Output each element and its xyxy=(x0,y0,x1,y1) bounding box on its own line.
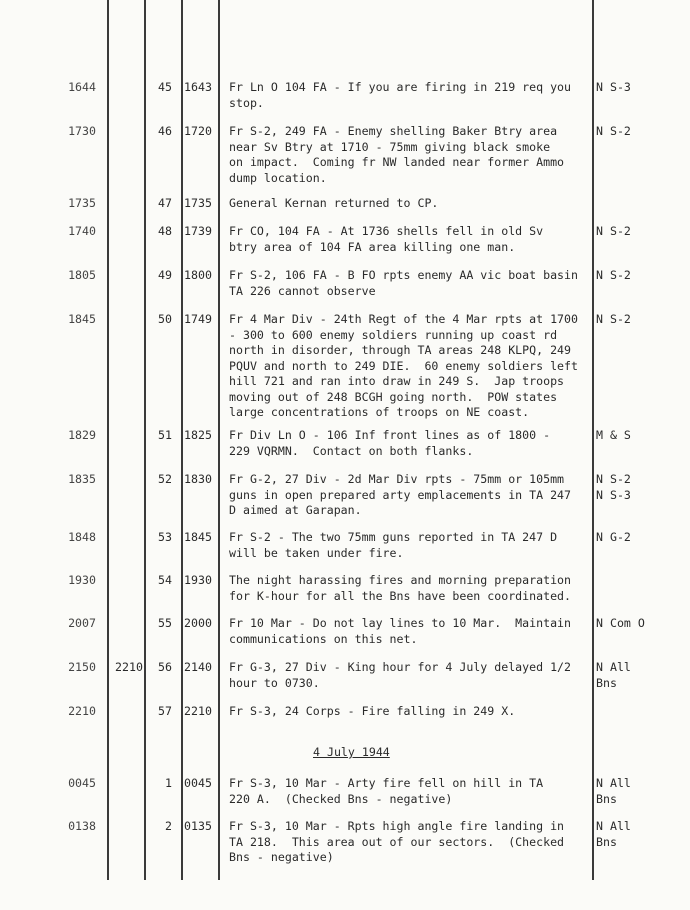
message-time: 2140 xyxy=(184,660,212,674)
entry-number: 46 xyxy=(158,124,172,138)
date-heading: 4 July 1944 xyxy=(313,745,390,759)
entry-number: 52 xyxy=(158,472,172,486)
time-in: 0138 xyxy=(68,819,96,833)
message-text: Fr 4 Mar Div - 24th Regt of the 4 Mar rpts at 1700 - 300 to 600 enemy soldiers running up coast rd north in disorder, through TA areas 248 KLPQ, 249 PQUV and north to 249 DIE. 60 enemy soldiers left hill 721 and ran into draw in 249 S. Jap troops moving out of 248 BCGH going north. POW states large concentrations of troops on NE coast. xyxy=(229,312,579,419)
time-in: 1805 xyxy=(68,268,96,282)
action-taken: N All Bns xyxy=(596,776,631,806)
action-taken: N S-2 xyxy=(596,224,631,238)
entry-number: 57 xyxy=(158,704,172,718)
entry-number: 48 xyxy=(158,224,172,238)
action-taken: N S-2 xyxy=(596,312,631,326)
column-rule-2 xyxy=(144,0,146,880)
time-in: 2150 xyxy=(68,660,96,674)
column-rule-3 xyxy=(181,0,183,880)
message-time: 1735 xyxy=(184,196,212,210)
message-time: 0045 xyxy=(184,776,212,790)
entry-number: 51 xyxy=(158,428,172,442)
time-in: 2210 xyxy=(68,704,96,718)
time-in: 2007 xyxy=(68,616,96,630)
message-text: The night harassing fires and morning preparation for K-hour for all the Bns have been coordinated. xyxy=(229,573,572,603)
time-in: 1845 xyxy=(68,312,96,326)
message-text: Fr 10 Mar - Do not lay lines to 10 Mar. Maintain communications on this net. xyxy=(229,616,572,646)
message-time: 0135 xyxy=(184,819,212,833)
time-out: 2210 xyxy=(115,660,143,674)
message-text: Fr CO, 104 FA - At 1736 shells fell in old Sv btry area of 104 FA area killing one man. xyxy=(229,224,544,254)
message-text: Fr S-2, 249 FA - Enemy shelling Baker Btry area near Sv Btry at 1710 - 75mm giving black smoke on impact. Coming fr NW landed near former Ammo dump location. xyxy=(229,124,565,185)
time-in: 0045 xyxy=(68,776,96,790)
action-taken: N S-2 xyxy=(596,268,631,282)
entry-number: 53 xyxy=(158,530,172,544)
message-text: Fr S-2, 106 FA - B FO rpts enemy AA vic boat basin TA 226 cannot observe xyxy=(229,268,579,298)
action-taken: N S-2 xyxy=(596,124,631,138)
time-in: 1829 xyxy=(68,428,96,442)
action-taken: N S-2 N S-3 xyxy=(596,472,631,502)
message-text: Fr S-3, 24 Corps - Fire falling in 249 X. xyxy=(229,704,516,718)
entry-number: 49 xyxy=(158,268,172,282)
message-time: 1830 xyxy=(184,472,212,486)
time-in: 1644 xyxy=(68,80,96,94)
time-in: 1848 xyxy=(68,530,96,544)
message-time: 1739 xyxy=(184,224,212,238)
time-in: 1930 xyxy=(68,573,96,587)
action-taken: N G-2 xyxy=(596,530,631,544)
message-time: 2210 xyxy=(184,704,212,718)
message-time: 2000 xyxy=(184,616,212,630)
message-text: General Kernan returned to CP. xyxy=(229,196,439,210)
message-time: 1800 xyxy=(184,268,212,282)
entry-number: 56 xyxy=(158,660,172,674)
column-rule-5 xyxy=(592,0,594,880)
entry-number: 54 xyxy=(158,573,172,587)
message-time: 1825 xyxy=(184,428,212,442)
message-time: 1930 xyxy=(184,573,212,587)
action-taken: N All Bns xyxy=(596,660,631,690)
time-in: 1730 xyxy=(68,124,96,138)
message-text: Fr S-2 - The two 75mm guns reported in TA 247 D will be taken under fire. xyxy=(229,530,558,560)
column-rule-4 xyxy=(218,0,220,880)
message-text: Fr S-3, 10 Mar - Rpts high angle fire landing in TA 218. This area out of our sectors. (Checked Bns - negative) xyxy=(229,819,565,864)
message-time: 1845 xyxy=(184,530,212,544)
message-text: Fr G-2, 27 Div - 2d Mar Div rpts - 75mm or 105mm guns in open prepared arty emplacements in TA 247 D aimed at Garapan. xyxy=(229,472,572,517)
message-time: 1749 xyxy=(184,312,212,326)
message-time: 1720 xyxy=(184,124,212,138)
action-taken: M & S xyxy=(596,428,631,442)
entry-number: 2 xyxy=(165,819,172,833)
message-text: Fr G-3, 27 Div - King hour for 4 July delayed 1/2 hour to 0730. xyxy=(229,660,572,690)
message-time: 1643 xyxy=(184,80,212,94)
entry-number: 45 xyxy=(158,80,172,94)
message-text: Fr Div Ln O - 106 Inf front lines as of 1800 - 229 VQRMN. Contact on both flanks. xyxy=(229,428,551,458)
action-taken: N Com O xyxy=(596,616,645,630)
entry-number: 47 xyxy=(158,196,172,210)
time-in: 1740 xyxy=(68,224,96,238)
time-in: 1835 xyxy=(68,472,96,486)
entry-number: 55 xyxy=(158,616,172,630)
message-text: Fr S-3, 10 Mar - Arty fire fell on hill in TA 220 A. (Checked Bns - negative) xyxy=(229,776,544,806)
message-text: Fr Ln O 104 FA - If you are firing in 219 req you stop. xyxy=(229,80,572,110)
action-taken: N All Bns xyxy=(596,819,631,849)
action-taken: N S-3 xyxy=(596,80,631,94)
entry-number: 1 xyxy=(165,776,172,790)
entry-number: 50 xyxy=(158,312,172,326)
time-in: 1735 xyxy=(68,196,96,210)
column-rule-1 xyxy=(107,0,109,880)
